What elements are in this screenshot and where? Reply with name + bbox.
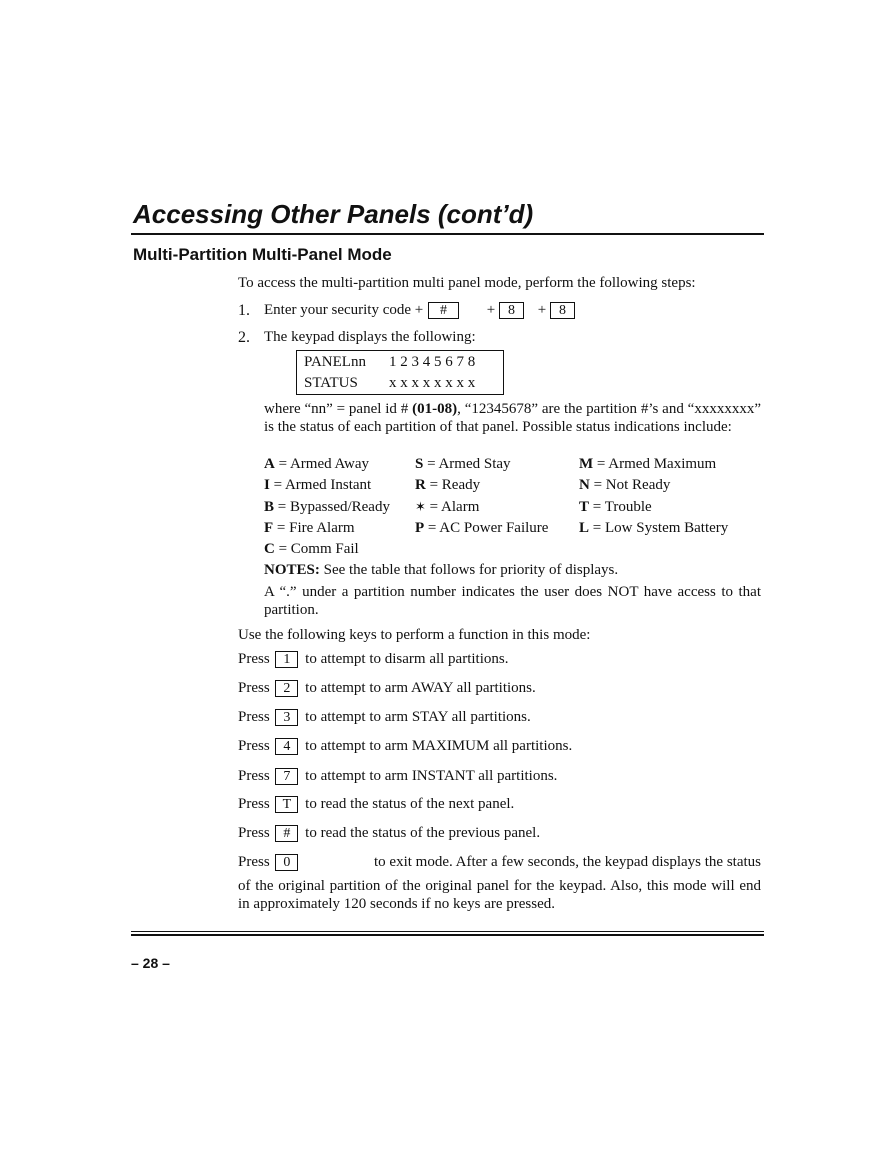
keys-intro: Use the following keys to perform a function in this mode:	[238, 627, 591, 643]
key-4: 4	[275, 738, 298, 755]
status-code-item: C = Comm Fail	[264, 541, 359, 557]
key-function-row: Press 4 to attempt to arm MAXIMUM all partitions.	[238, 738, 573, 754]
key-0: 0	[275, 854, 298, 871]
title-rule	[131, 233, 764, 235]
plus-sign: +	[537, 302, 547, 318]
notes-line	[264, 562, 618, 579]
status-code-item: M = Armed Maximum	[579, 456, 717, 472]
exit-line1: to exit mode. After a few seconds, the keypad displays the status	[374, 854, 761, 870]
status-code-item: F = Fire Alarm	[264, 520, 355, 536]
status-code-item: P = AC Power Failure	[415, 520, 549, 536]
status-code-item: T = Trouble	[579, 499, 652, 515]
status-code-item: I = Armed Instant	[264, 477, 372, 493]
key-function-row: Press 3 to attempt to arm STAY all partitions.	[238, 709, 531, 725]
display-status-values: x x x x x x x x	[389, 375, 476, 391]
status-code-item: S = Armed Stay	[415, 456, 511, 472]
dot-note: A “.” under a partition number indicates the user does NOT have access to that partition.	[264, 584, 761, 618]
status-code-item: R = Ready	[415, 477, 481, 493]
status-code-item: A = Armed Away	[264, 456, 369, 472]
status-code-item: L = Low System Battery	[579, 520, 729, 536]
exit-instruction: Press 0 to exit mode. After a few seconds, the keypad displays the status of the original partition of the original panel for the keypad. Also, this mode will end in approximately 120 seconds if no keys are pressed.	[238, 854, 761, 912]
panel-id-range: (01-08)	[412, 401, 458, 417]
display-row-panel	[304, 354, 475, 371]
status-code-item: N = Not Ready	[579, 477, 671, 493]
key-3: 3	[275, 709, 298, 726]
section-heading: Multi-Partition Multi-Panel Mode	[133, 245, 392, 264]
page-title: Accessing Other Panels (cont’d)	[133, 199, 534, 229]
display-row-status	[304, 375, 475, 392]
notes-text: See the table that follows for priority of displays.	[319, 562, 619, 578]
keypad-display	[296, 350, 504, 395]
asterisk-icon: ✶	[415, 499, 426, 514]
key-t: T	[275, 796, 298, 813]
footer-rule	[131, 934, 764, 936]
status-code-item: B = Bypassed/Ready	[264, 499, 390, 515]
key-8: 8	[499, 302, 524, 319]
exit-rest: of the original partition of the original panel for the keypad. Also, this mode will end in approximately 120 seconds if no keys are pressed.	[238, 878, 761, 912]
key-hash: #	[428, 302, 459, 319]
notes-label: NOTES:	[264, 562, 320, 578]
key-function-row: Press 1 to attempt to disarm all partitions.	[238, 651, 509, 667]
where-text-part2: , “12345678” are the partition #’s and “xxxxxxxx” is the status of each partition of that panel. Possible status indications include:	[264, 401, 761, 435]
status-code-item: ✶ = Alarm	[415, 499, 480, 515]
key-hash: #	[275, 825, 298, 842]
display-panel-label: PANELnn	[304, 354, 366, 370]
key-2: 2	[275, 680, 298, 697]
key-function-row: Press 2 to attempt to arm AWAY all partitions.	[238, 680, 536, 696]
where-paragraph	[264, 400, 761, 436]
key-8: 8	[550, 302, 575, 319]
key-function-row: Press # to read the status of the previous panel.	[238, 825, 541, 841]
step-1-text	[264, 302, 575, 319]
plus-sign: +	[486, 302, 496, 318]
key-7: 7	[275, 768, 298, 785]
page-number: – 28 –	[131, 955, 170, 971]
where-text-part1: where “nn” = panel id #	[264, 401, 413, 417]
display-status-label: STATUS	[304, 375, 358, 391]
step-1-number: 1.	[238, 302, 250, 319]
key-function-row: Press T to read the status of the next panel.	[238, 796, 515, 812]
intro-text: To access the multi-partition multi panel mode, perform the following steps:	[238, 275, 696, 291]
step-1-label: Enter your security code +	[264, 302, 424, 318]
step-2-text: The keypad displays the following:	[264, 329, 476, 345]
display-partition-numbers: 1 2 3 4 5 6 7 8	[389, 354, 476, 370]
footer-rule	[131, 931, 764, 932]
key-1: 1	[275, 651, 298, 668]
step-2-number: 2.	[238, 329, 250, 346]
key-function-row: Press 7 to attempt to arm INSTANT all partitions.	[238, 768, 558, 784]
